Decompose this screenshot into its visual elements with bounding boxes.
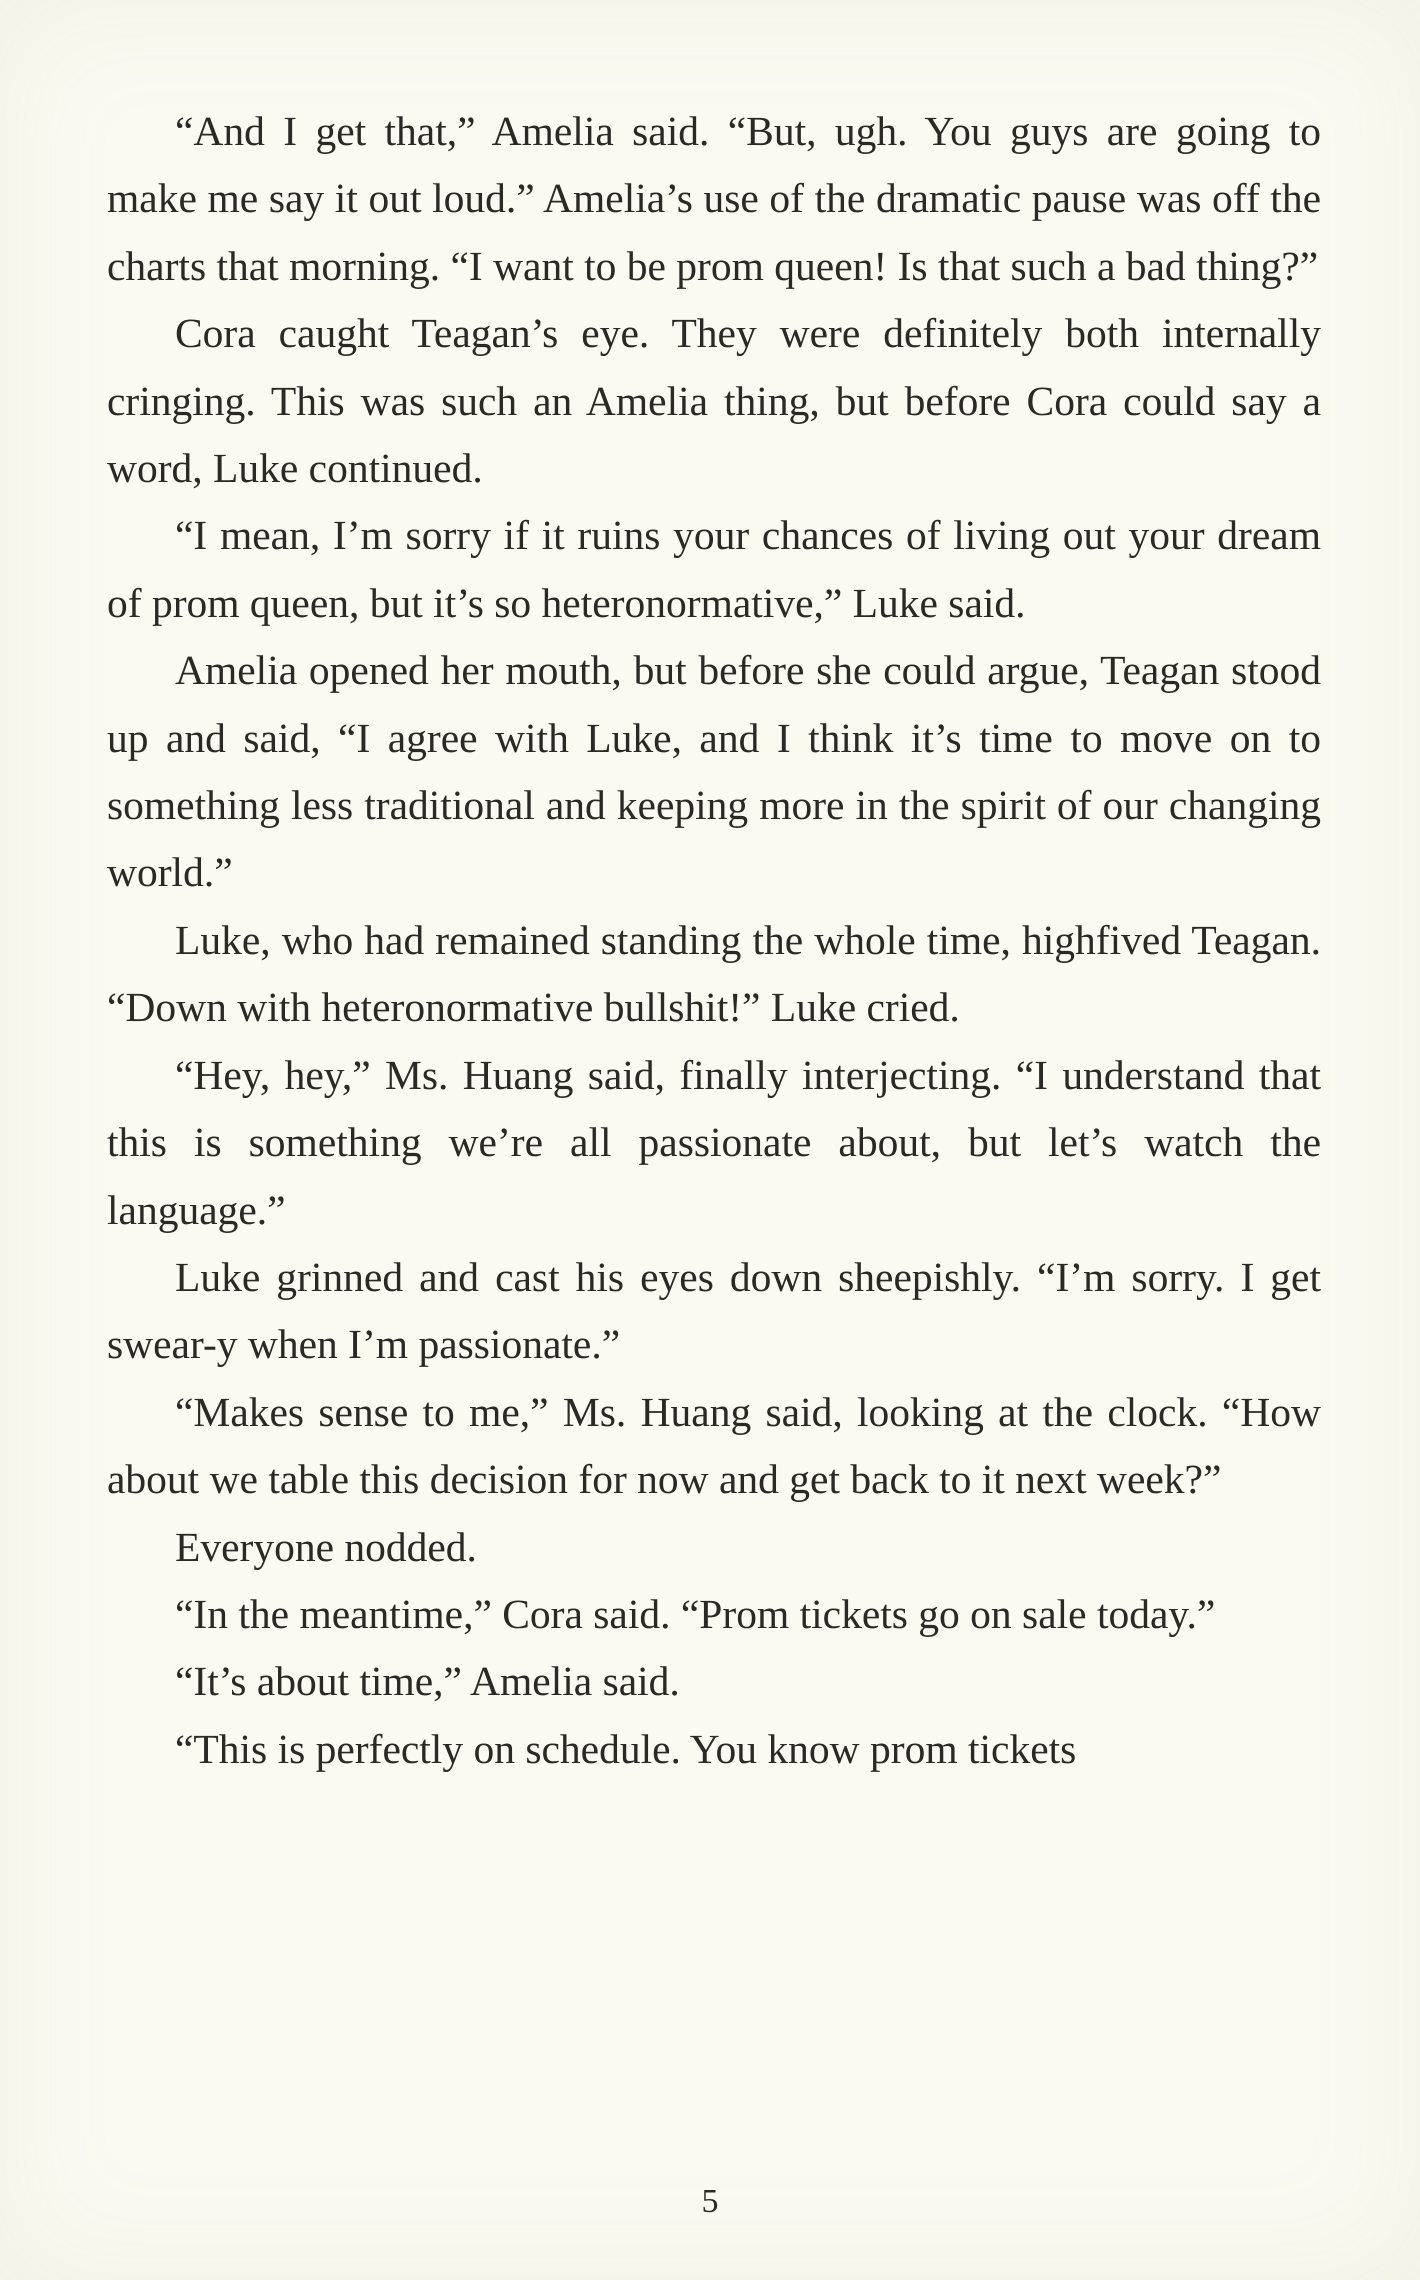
paragraph-12: “This is perfectly on schedule. You know prom tickets	[175, 1725, 1077, 1772]
paragraph-10: “In the meantime,” Cora said. “Prom tickets go on sale today.”	[175, 1590, 1216, 1637]
page-number: 5	[701, 2183, 719, 2220]
paragraph-1: “And I get that,” Amelia said. “But, ugh. You guys are going to make me say it out loud.” Amelia’s use of the dramatic pause was off the charts that morning. “I want to be prom queen! Is that such a bad thing?”	[107, 108, 1321, 289]
paragraph-7: Luke grinned and cast his eyes down sheepishly. “I’m sorry. I get swear-y when I’m passionate.”	[107, 1253, 1321, 1368]
paragraph-2: Cora caught Teagan’s eye. They were definitely both internally cringing. This was such an Amelia thing, but before Cora could say a word, Luke continued.	[107, 310, 1321, 492]
body-text	[107, 98, 1321, 1783]
paragraph-4: Amelia opened her mouth, but before she could argue, Teagan stood up and said, “I agree with Luke, and I think it’s time to move on to something less traditional and keeping more in the spirit of our changing world.”	[107, 647, 1321, 896]
paragraph-11: “It’s about time,” Amelia said.	[175, 1658, 680, 1705]
paragraph-8: “Makes sense to me,” Ms. Huang said, looking at the clock. “How about we table this decision for now and get back to it next week?”	[107, 1388, 1321, 1503]
paragraph-5: Luke, who had remained standing the whole time, highfived Teagan. “Down with heteronormative bullshit!” Luke cried.	[107, 916, 1321, 1031]
paragraph-6: “Hey, hey,” Ms. Huang said, finally interjecting. “I understand that this is something we’re all passionate about, but let’s watch the language.”	[107, 1051, 1321, 1233]
paragraph-3: “I mean, I’m sorry if it ruins your chances of living out your dream of prom queen, but it’s so heteronormative,” Luke said.	[107, 512, 1321, 626]
paragraph-9: Everyone nodded.	[175, 1523, 477, 1570]
